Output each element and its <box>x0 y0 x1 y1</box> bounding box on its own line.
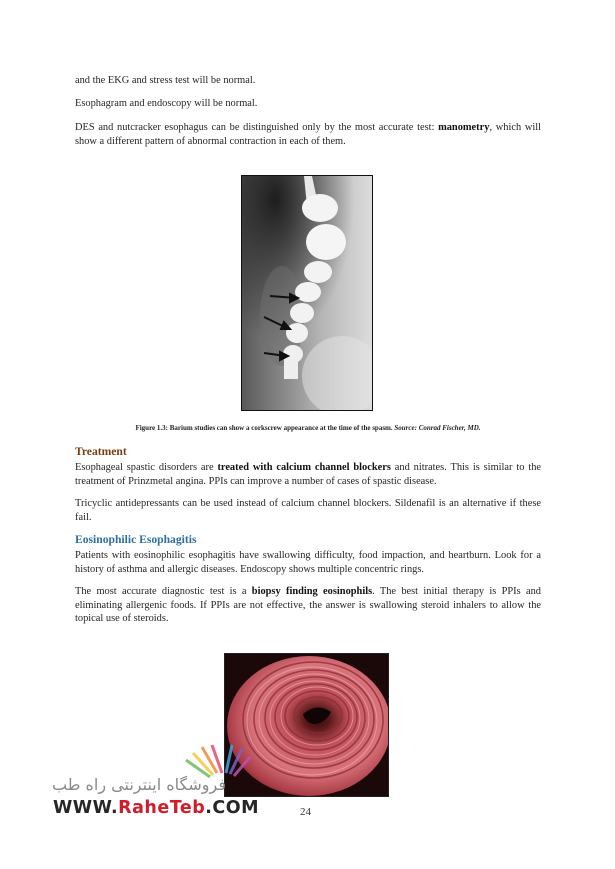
eosinophilic-heading: Eosinophilic Esophagitis <box>75 533 197 546</box>
watermark-persian-text: فروشگاه اینترنتی راه طب <box>52 775 226 794</box>
paragraph-ekg: and the EKG and stress test will be normal. <box>75 75 256 86</box>
ccb-term: treated with calcium channel blockers <box>217 462 391 473</box>
manometry-term: manometry <box>438 122 490 133</box>
corkscrew-esophagus-graphic <box>242 176 373 411</box>
paragraph-manometry: DES and nutcracker esophagus can be distinguished only by the most accurate test: manometry, which will show a different pattern of abnormal contraction in each of them. <box>75 122 541 147</box>
paragraph-treatment-tca: Tricyclic antidepressants can be used instead of calcium channel blockers. Sildenafil is an alternative if these fail. <box>75 498 541 523</box>
barium-study-image <box>241 175 373 411</box>
figure-caption: Figure 1.3: Barium studies can show a corkscrew appearance at the time of the spasm. Source: Conrad Fischer, MD. <box>135 424 481 432</box>
paragraph-esophagram: Esophagram and endoscopy will be normal. <box>75 98 258 109</box>
paragraph-treatment-ccb: Esophageal spastic disorders are treated with calcium channel blockers and nitrates. This is similar to the treatment of Prinzmetal angina. PPIs can improve a number of cases of spastic disease. <box>75 462 542 487</box>
treatment-heading: Treatment <box>75 445 127 458</box>
watermark-url: WWW.RaheTeb.COM <box>53 798 260 818</box>
biopsy-term: biopsy finding eosinophils <box>251 586 373 597</box>
paragraph-eosinophilic-diagnosis: The most accurate diagnostic test is a biopsy finding eosinophils. The best initial therapy is PPIs and eliminating allergenic foods. If PPIs are not effective, the answer is swallowing steroid inhalers to allow the topical use of steroids. <box>75 586 541 625</box>
paragraph-eosinophilic-symptoms: Patients with eosinophilic esophagitis have swallowing difficulty, food impaction, and heartburn. Look for a history of asthma and allergic diseases. Endoscopy shows multiple concentric rings. <box>75 550 541 575</box>
page-number: 24 <box>300 806 311 818</box>
